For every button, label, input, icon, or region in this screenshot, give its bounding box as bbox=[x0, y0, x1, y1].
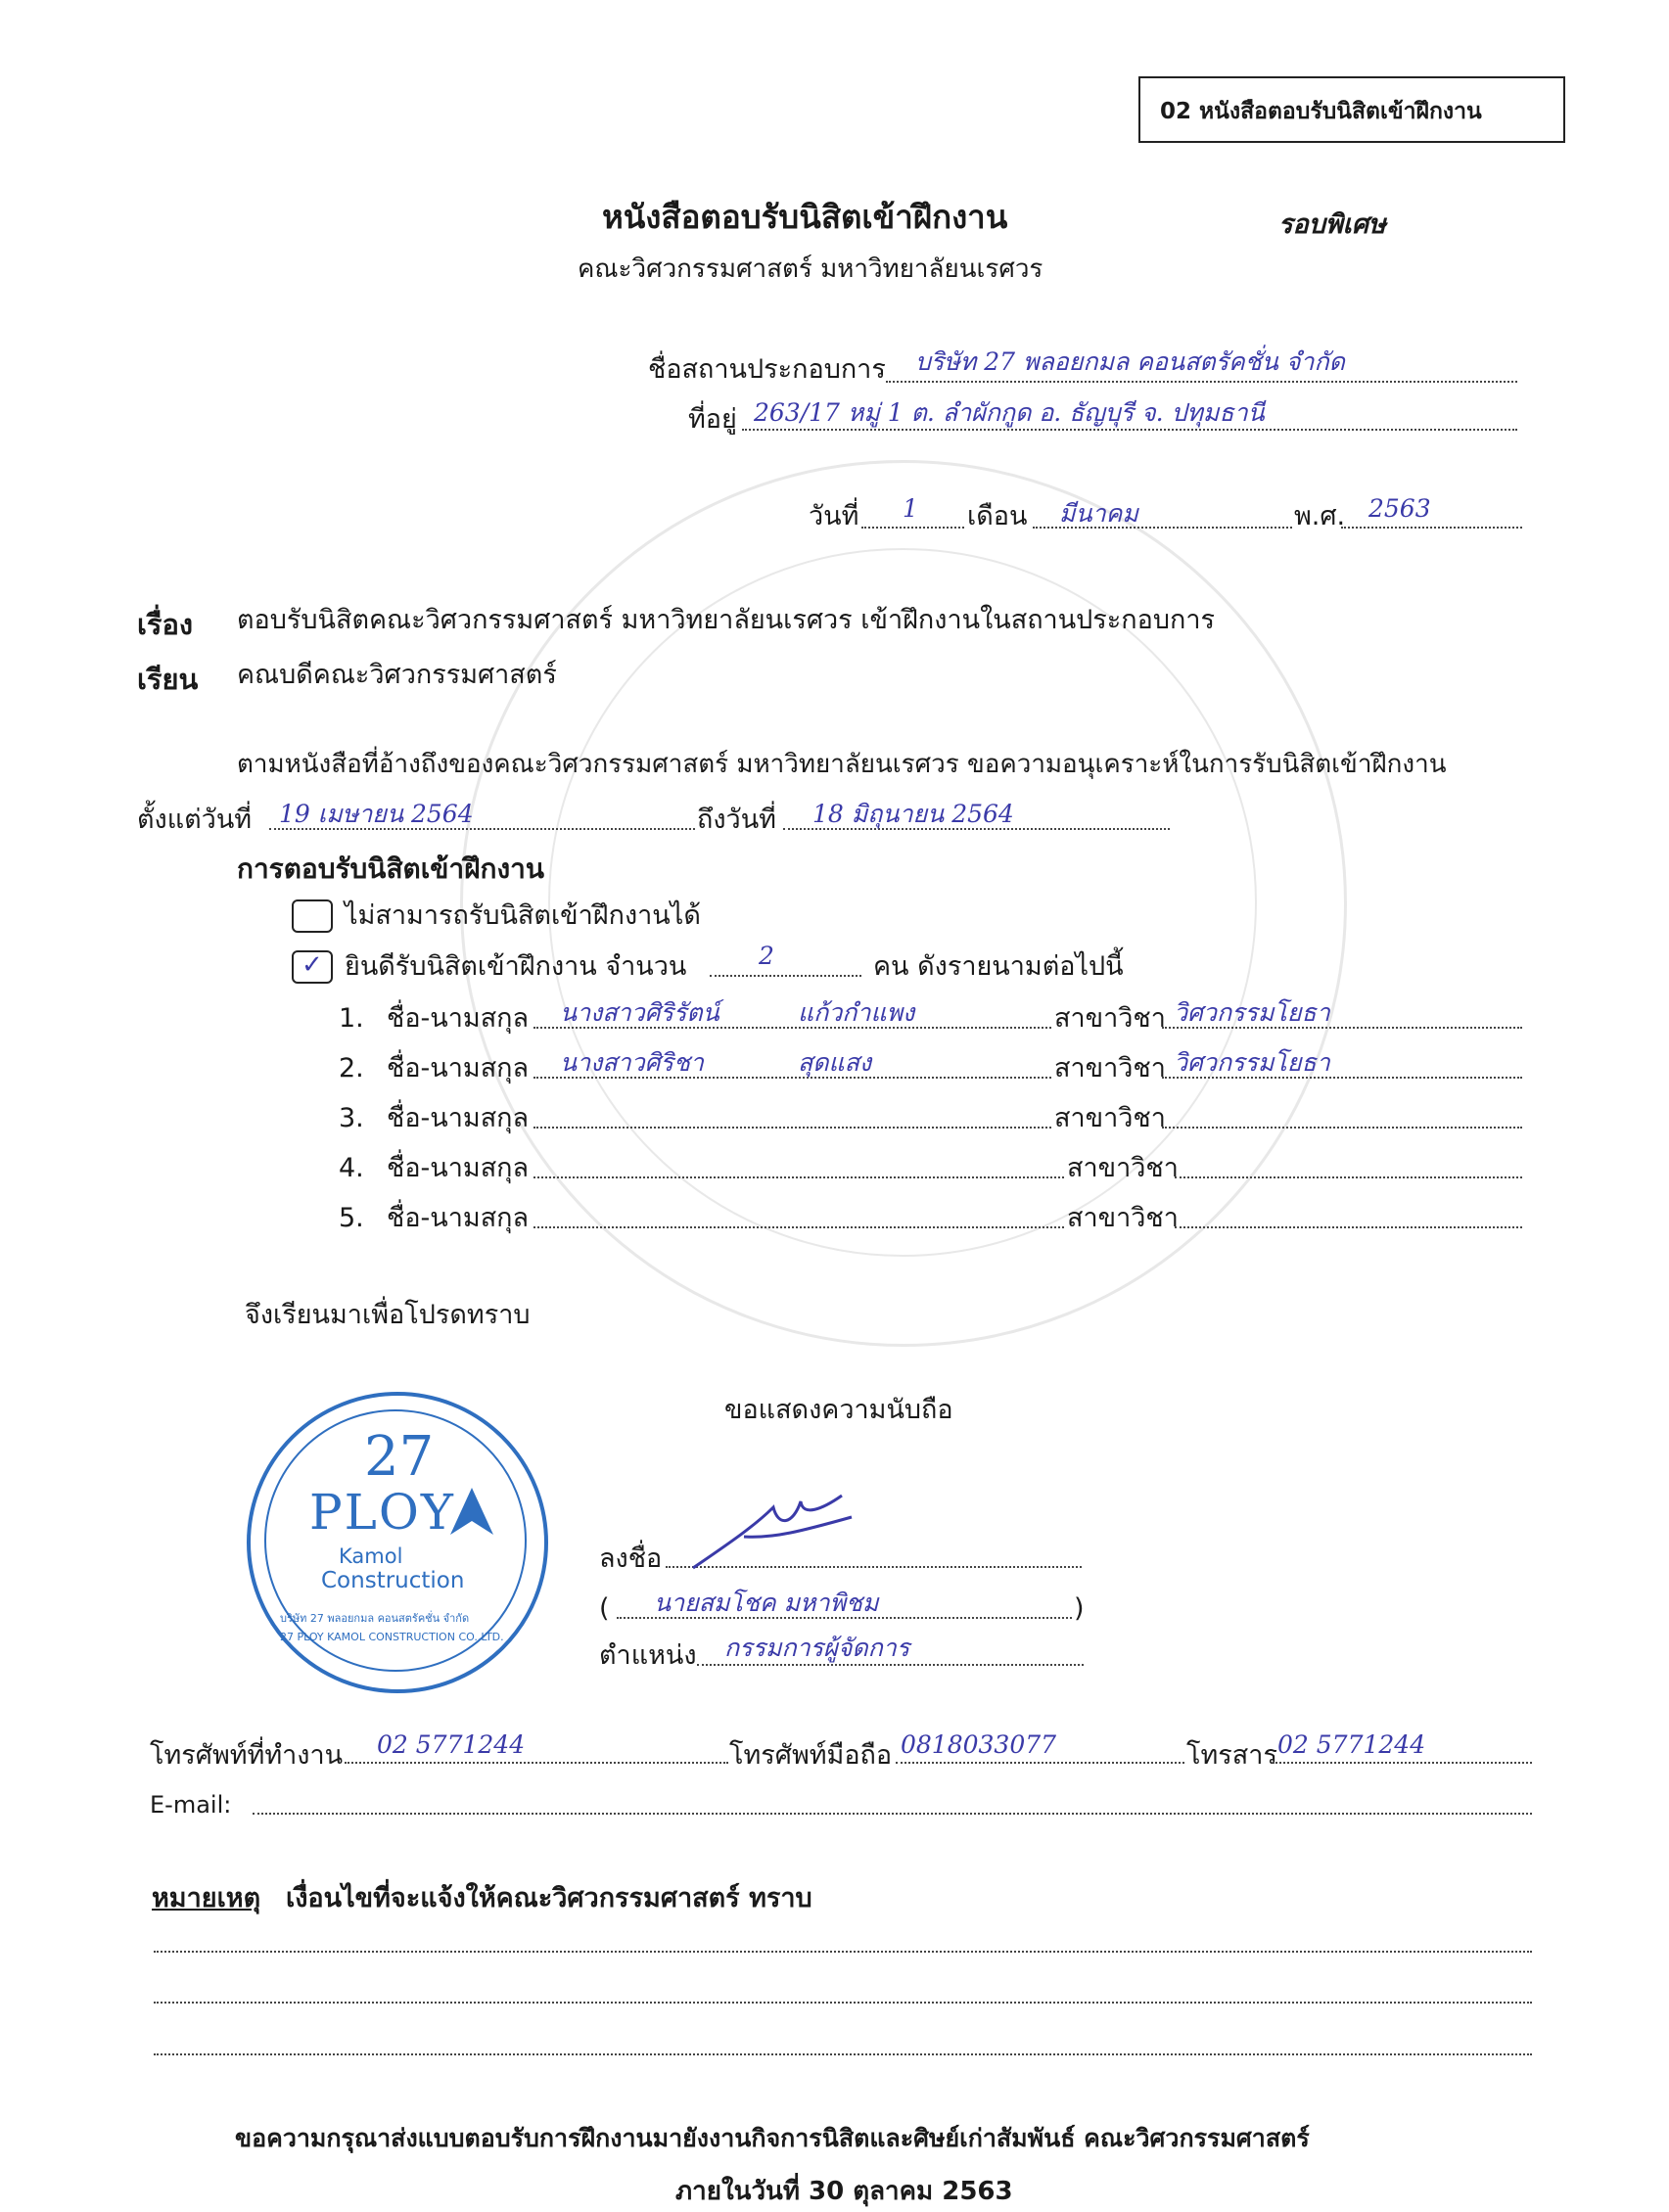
date-day-value: 1 bbox=[903, 494, 918, 523]
signer-close-paren: ) bbox=[1074, 1593, 1085, 1624]
stamp-line1: Kamol bbox=[339, 1544, 403, 1568]
student-name-label: ชื่อ-นามสกุล bbox=[387, 1103, 530, 1133]
accept-count-line bbox=[710, 975, 861, 977]
student-number: 4. bbox=[339, 1153, 364, 1183]
period-to-label: ถึงวันที่ bbox=[697, 805, 776, 835]
closing-text: จึงเรียนมาเพื่อโปรดทราบ bbox=[245, 1300, 531, 1330]
student-major-value: วิศวกรรมโยธา bbox=[1174, 1048, 1330, 1077]
company-name-label: ชื่อสถานประกอบการ bbox=[648, 354, 886, 385]
page-title: หนังสือตอบรับนิสิตเข้าฝึกงาน bbox=[602, 198, 1008, 236]
accept-unit-label: คน ดังรายนามต่อไปนี้ bbox=[873, 951, 1124, 982]
fax-value: 02 5771244 bbox=[1277, 1730, 1426, 1759]
date-day-line bbox=[861, 527, 964, 529]
company-stamp bbox=[247, 1392, 548, 1693]
student-major-line bbox=[1175, 1226, 1522, 1228]
footer-line-1: ขอความกรุณาส่งแบบตอบรับการฝึกงานมายังงานกิจการนิสิตและศิษย์เก่าสัมพันธ์ คณะวิศวกรรมศาสตร์ bbox=[235, 2124, 1310, 2152]
fax-label: โทรสาร bbox=[1186, 1740, 1277, 1771]
student-last-name: แก้วกำแพง bbox=[798, 998, 915, 1027]
note-label: หมายเหตุ bbox=[152, 1883, 261, 1913]
office-phone-value: 02 5771244 bbox=[377, 1730, 526, 1759]
response-heading: การตอบรับนิสิตเข้าฝึกงาน bbox=[237, 853, 545, 885]
check-mark-icon: ✓ bbox=[301, 950, 323, 980]
stamp-thai-name: บริษัท 27 พลอยกมล คอนสตรัคชั่น จำกัด bbox=[280, 1612, 470, 1625]
mobile-phone-line bbox=[896, 1762, 1184, 1764]
regards-text: ขอแสดงความนับถือ bbox=[724, 1395, 953, 1425]
form-code: 02 หนังสือตอบรับนิสิตเข้าฝึกงาน bbox=[1160, 99, 1482, 124]
student-number: 1. bbox=[339, 1003, 364, 1034]
company-name-value: บริษัท 27 พลอยกมล คอนสตรัคชั่น จำกัด bbox=[915, 347, 1345, 376]
stamp-eng-name: 27 PLOY KAMOL CONSTRUCTION CO.,LTD. bbox=[280, 1631, 504, 1643]
stamp-logo-icon bbox=[448, 1486, 495, 1537]
student-number: 2. bbox=[339, 1053, 364, 1083]
date-day-label: วันที่ bbox=[809, 501, 859, 531]
company-address-label: ที่อยู่ bbox=[688, 404, 737, 435]
accept-option-label: ยินดีรับนิสิตเข้าฝึกงาน จำนวน bbox=[345, 951, 687, 982]
date-year-line bbox=[1341, 527, 1522, 529]
date-month-value: มีนาคม bbox=[1059, 499, 1138, 528]
email-label: E-mail: bbox=[150, 1791, 232, 1819]
note-line-1 bbox=[154, 1951, 1532, 1953]
position-value: กรรมการผู้จัดการ bbox=[724, 1634, 910, 1662]
student-major-value: วิศวกรรมโยธา bbox=[1174, 998, 1330, 1027]
period-to-value: 18 มิถุนายน 2564 bbox=[812, 800, 1014, 828]
student-name-label: ชื่อ-นามสกุล bbox=[387, 1153, 530, 1183]
student-number: 3. bbox=[339, 1103, 364, 1133]
special-round-label: รอบพิเศษ bbox=[1278, 209, 1386, 240]
signer-name-value: นายสมโชค มหาพิชม bbox=[654, 1589, 879, 1617]
note-line-3 bbox=[154, 2053, 1532, 2055]
stamp-brand: PLOY bbox=[309, 1484, 455, 1541]
signature-label: ลงชื่อ bbox=[599, 1544, 663, 1574]
student-name-label: ชื่อ-นามสกุล bbox=[387, 1003, 530, 1034]
student-first-name: นางสาวศิริชา bbox=[560, 1048, 704, 1077]
stamp-line2: Construction bbox=[321, 1568, 465, 1593]
page-subtitle: คณะวิศวกรรมศาสตร์ มหาวิทยาลัยนเรศวร bbox=[578, 254, 1043, 284]
body-text: ตามหนังสือที่อ้างถึงของคณะวิศวกรรมศาสตร์ มหาวิทยาลัยนเรศวร ขอความอนุเคราะห์ในการรับนิสิตเข้าฝึกงาน bbox=[237, 750, 1447, 779]
student-name-label: ชื่อ-นามสกุล bbox=[387, 1053, 530, 1083]
signature-scribble bbox=[685, 1488, 871, 1576]
reject-checkbox[interactable] bbox=[292, 899, 333, 933]
student-major-label: สาขาวิชา bbox=[1067, 1203, 1179, 1233]
position-label: ตำแหน่ง bbox=[599, 1640, 697, 1671]
stamp-number: 27 bbox=[364, 1425, 435, 1489]
signer-open-paren: ( bbox=[599, 1593, 610, 1624]
note-text: เงื่อนไขที่จะแจ้งให้คณะวิศวกรรมศาสตร์ ทราบ bbox=[286, 1883, 812, 1913]
company-address-value: 263/17 หมู่ 1 ต. ลำผักกูด อ. ธัญบุรี จ. ปทุมธานี bbox=[754, 398, 1265, 427]
student-name-line bbox=[533, 1176, 1064, 1178]
student-name-line bbox=[533, 1226, 1064, 1228]
fax-line bbox=[1273, 1762, 1532, 1764]
reject-option-label: ไม่สามารถรับนิสิตเข้าฝึกงานได้ bbox=[345, 900, 701, 931]
student-major-line bbox=[1162, 1127, 1522, 1129]
subject-text: ตอบรับนิสิตคณะวิศวกรรมศาสตร์ มหาวิทยาลัยนเรศวร เข้าฝึกงานในสถานประกอบการ bbox=[237, 605, 1216, 635]
period-from-value: 19 เมษายน 2564 bbox=[279, 800, 474, 828]
student-major-label: สาขาวิชา bbox=[1054, 1103, 1166, 1133]
office-phone-label: โทรศัพท์ที่ทำงาน bbox=[150, 1740, 344, 1771]
mobile-phone-label: โทรศัพท์มือถือ bbox=[729, 1740, 893, 1771]
student-major-label: สาขาวิชา bbox=[1067, 1153, 1179, 1183]
student-name-line bbox=[533, 1127, 1051, 1129]
email-line bbox=[253, 1813, 1532, 1815]
date-year-label: พ.ศ. bbox=[1294, 501, 1346, 531]
note-line-2 bbox=[154, 2002, 1532, 2004]
date-month-label: เดือน bbox=[967, 501, 1028, 531]
student-last-name: สุดแสง bbox=[798, 1048, 872, 1077]
accept-count-value: 2 bbox=[759, 942, 774, 970]
student-number: 5. bbox=[339, 1203, 364, 1233]
date-year-value: 2563 bbox=[1368, 494, 1431, 523]
to-text: คณบดีคณะวิศวกรรมศาสตร์ bbox=[237, 660, 557, 690]
student-major-line bbox=[1175, 1176, 1522, 1178]
student-major-label: สาขาวิชา bbox=[1054, 1053, 1166, 1083]
student-first-name: นางสาวศิริรัตน์ bbox=[560, 998, 719, 1027]
to-label: เรียน bbox=[137, 663, 199, 696]
student-major-label: สาขาวิชา bbox=[1054, 1003, 1166, 1034]
footer-line-2: ภายในวันที่ 30 ตุลาคม 2563 bbox=[675, 2177, 1013, 2206]
period-from-label: ตั้งแต่วันที่ bbox=[137, 805, 253, 835]
office-phone-line bbox=[345, 1762, 728, 1764]
mobile-phone-value: 0818033077 bbox=[901, 1730, 1057, 1759]
student-name-label: ชื่อ-นามสกุล bbox=[387, 1203, 530, 1233]
accept-checkbox[interactable] bbox=[292, 950, 333, 984]
subject-label: เรื่อง bbox=[137, 608, 194, 641]
